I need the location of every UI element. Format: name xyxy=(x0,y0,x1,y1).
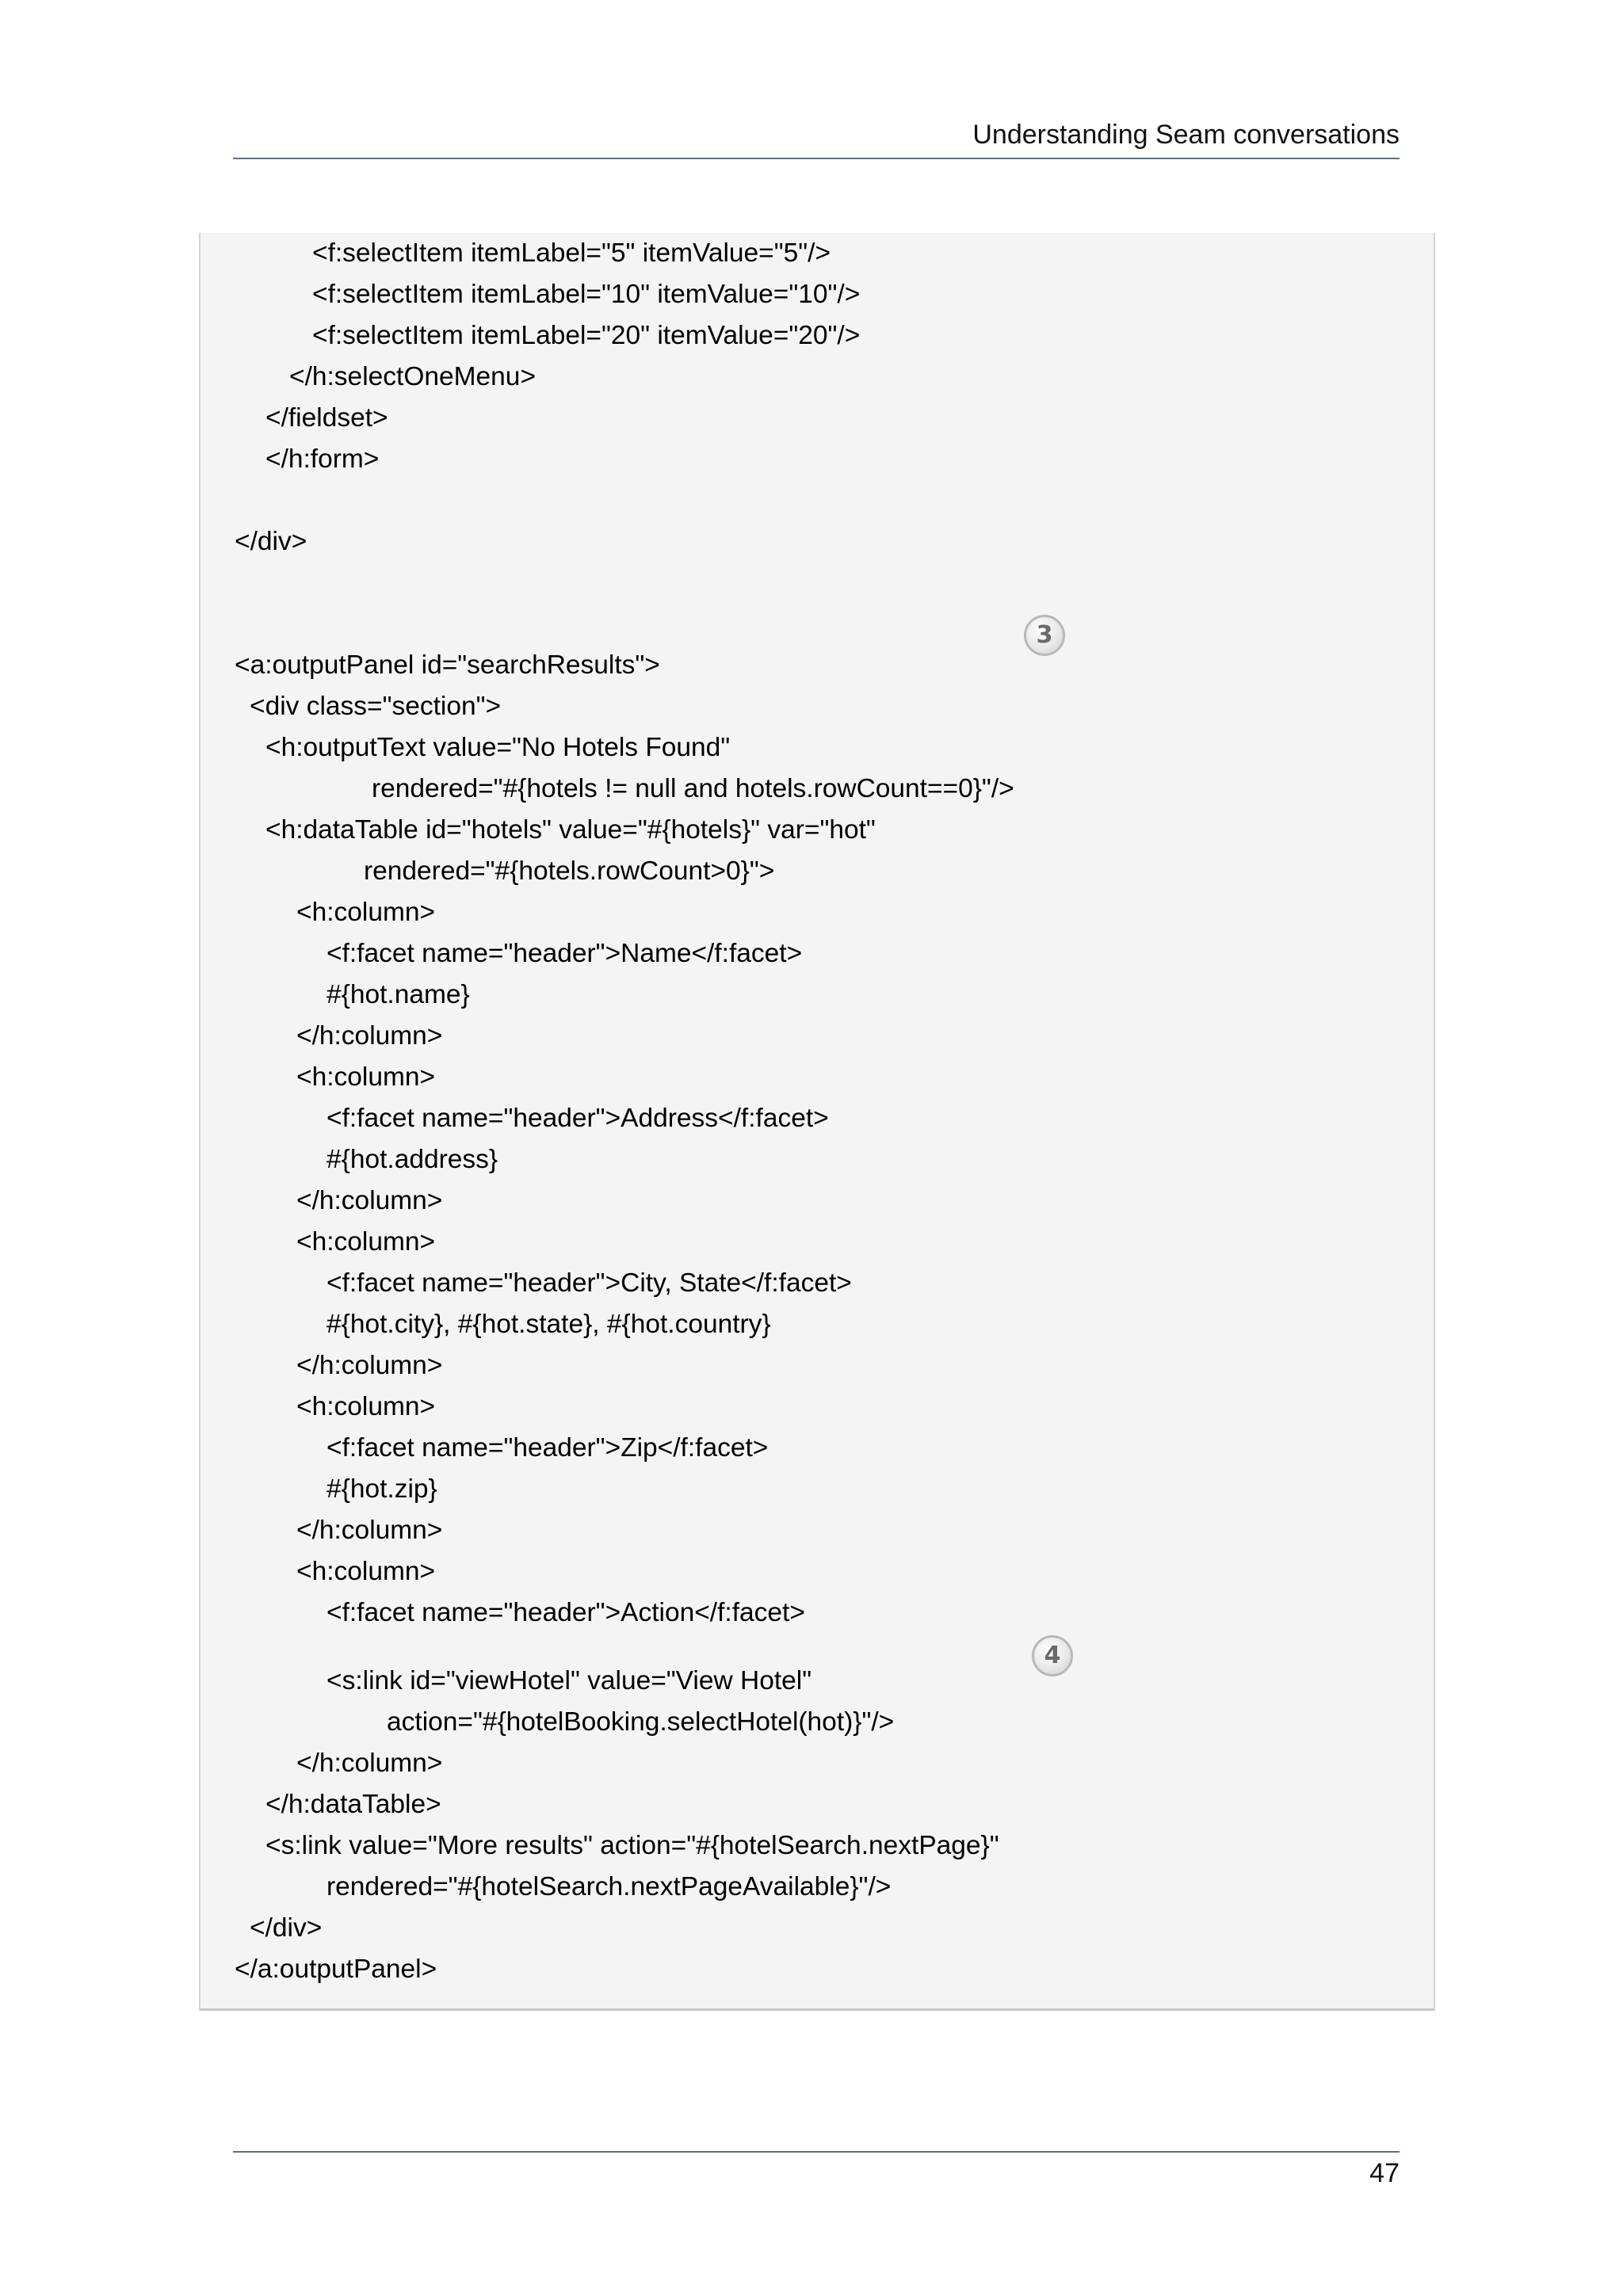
code-line: <f:facet name="header">Zip</f:facet> xyxy=(327,1433,769,1463)
code-line: rendered="#{hotelSearch.nextPageAvailable}"/> xyxy=(327,1872,892,1901)
code-line: <div class="section"> xyxy=(250,692,502,721)
code-line: <f:facet name="header">Action</f:facet> xyxy=(327,1598,805,1627)
code-line: </div> xyxy=(250,1913,323,1943)
code-line: <h:column> xyxy=(296,1557,436,1586)
code-line: <f:facet name="header">City, State</f:facet> xyxy=(327,1268,852,1298)
code-line: #{hot.city}, #{hot.state}, #{hot.country} xyxy=(327,1310,771,1339)
header-rule xyxy=(233,158,1400,159)
code-line: <a:outputPanel id="searchResults"> xyxy=(235,650,660,680)
code-line: </h:form> xyxy=(265,444,380,474)
code-line: action="#{hotelBooking.selectHotel(hot)}"/> xyxy=(387,1707,895,1737)
code-line: <h:outputText value="No Hotels Found" xyxy=(265,733,731,762)
footer-rule xyxy=(233,2151,1400,2153)
code-line: rendered="#{hotels.rowCount>0}"> xyxy=(364,856,775,886)
code-line: </h:column> xyxy=(296,1351,443,1380)
code-line: <f:selectItem itemLabel="10" itemValue="10"/> xyxy=(312,280,861,309)
code-line: <h:column> xyxy=(296,898,436,927)
code-line: </h:column> xyxy=(296,1516,443,1545)
code-line: </fieldset> xyxy=(265,403,388,433)
code-line: <f:selectItem itemLabel="5" itemValue="5"/> xyxy=(312,238,831,268)
code-line: <h:column> xyxy=(296,1227,436,1257)
code-line: <h:dataTable id="hotels" value="#{hotels}" var="hot" xyxy=(265,815,876,845)
code-line: #{hot.name} xyxy=(327,980,470,1009)
code-line: </h:selectOneMenu> xyxy=(289,362,537,391)
code-line: </a:outputPanel> xyxy=(235,1955,437,1984)
code-line: <h:column> xyxy=(296,1062,436,1092)
code-line: <h:column> xyxy=(296,1392,436,1421)
code-listing xyxy=(199,233,1435,2011)
code-line: </h:column> xyxy=(296,1186,443,1215)
running-header: Understanding Seam conversations xyxy=(972,120,1400,150)
code-line: <f:selectItem itemLabel="20" itemValue="20"/> xyxy=(312,321,861,350)
callout-marker-3: 3 xyxy=(1024,615,1065,656)
page-number: 47 xyxy=(1369,2158,1400,2188)
callout-marker-4: 4 xyxy=(1032,1635,1073,1676)
code-line: <f:facet name="header">Address</f:facet> xyxy=(327,1104,829,1133)
code-line: </h:dataTable> xyxy=(265,1790,441,1819)
code-line: #{hot.address} xyxy=(327,1145,498,1174)
code-line: #{hot.zip} xyxy=(327,1474,437,1504)
code-line: </h:column> xyxy=(296,1749,443,1778)
code-line: rendered="#{hotels != null and hotels.rowCount==0}"/> xyxy=(372,774,1014,803)
code-line: <f:facet name="header">Name</f:facet> xyxy=(327,939,803,968)
code-line: </h:column> xyxy=(296,1021,443,1051)
code-line: <s:link id="viewHotel" value="View Hotel" xyxy=(327,1666,812,1695)
code-line: </div> xyxy=(235,527,307,556)
code-line: <s:link value="More results" action="#{hotelSearch.nextPage}" xyxy=(265,1831,999,1860)
